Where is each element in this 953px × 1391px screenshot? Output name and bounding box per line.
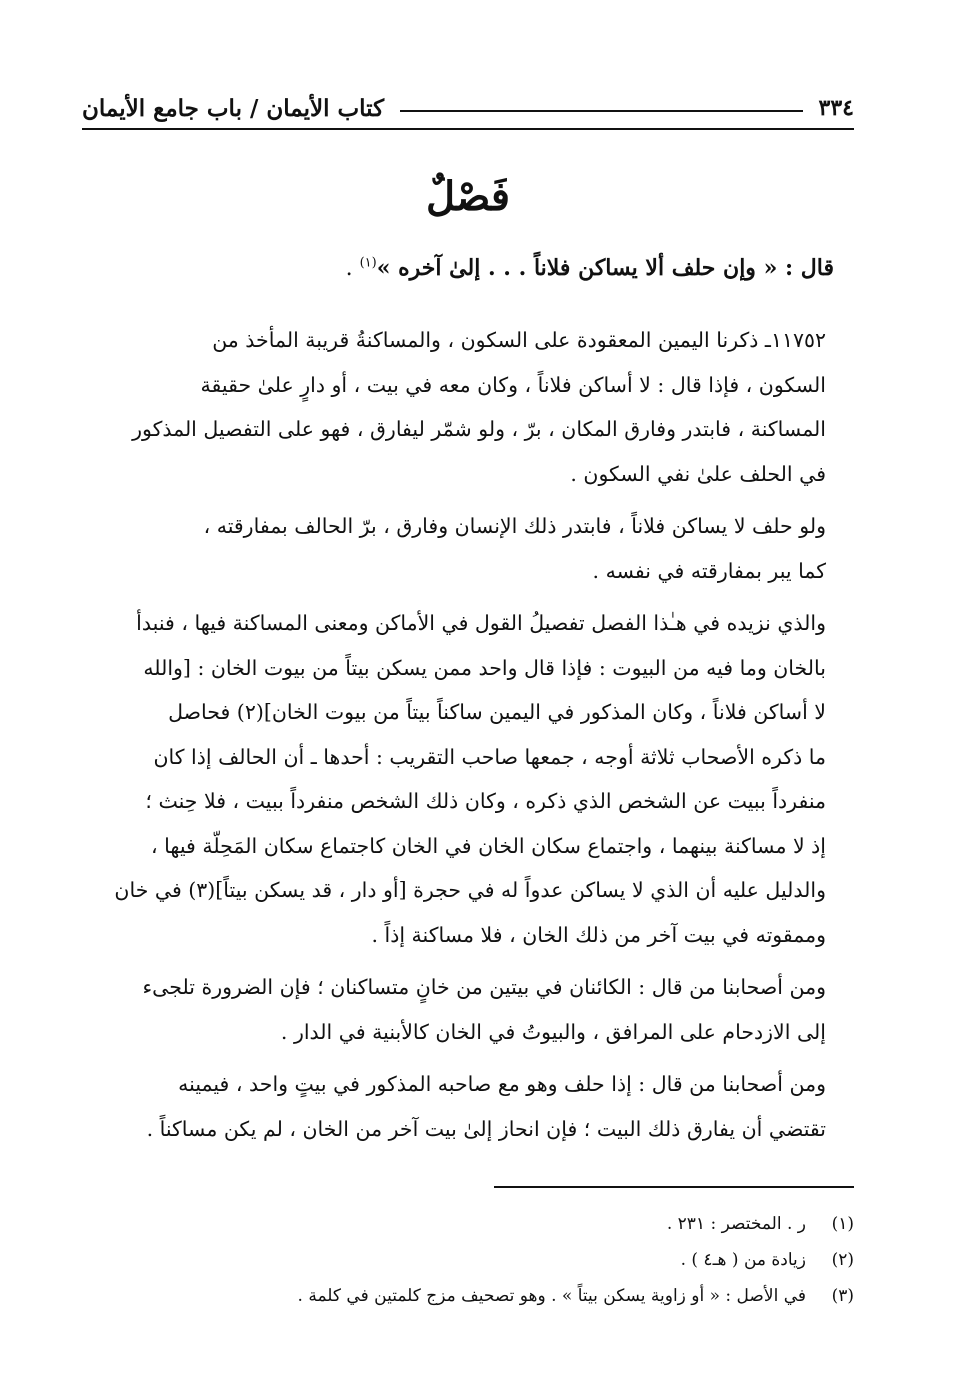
running-head [82,88,854,128]
text-line: إذ لا مساكنة بينهما ، واجتماع سكان الخان في الخان كاجتماع سكان المَحِلّة فيها ، [151,833,826,858]
body-text [82,318,854,1159]
text-line: ولو حلف لا يساكن فلاناً ، فابتدر ذلك الإنسان وفارق ، برّ الحالف بمفارقته ، [203,514,826,538]
paragraph [82,965,854,1054]
paragraph [82,1062,854,1151]
paragraph [82,504,854,593]
footnote [82,1206,854,1242]
paragraph [82,318,854,496]
text-line: تقتضي أن يفارق ذلك البيت ؛ فإن انحاز إلىٰ بيت آخر من الخان ، لم يكن مساكناً . [146,1116,826,1141]
footnote-marker: (١) [359,255,377,271]
text-line: بالخان وما فيه من البيوت : فإذا قال واحد ممن يسكن بيتاً من بيوت الخان : [والله [143,655,826,680]
section-heading-text: فَصْلٌ [425,173,511,220]
page-number: ٣٣٤ [818,95,854,121]
text-line: ومن أصحابنا من قال : إذا حلف وهو مع صاحبه المذكور في بيتٍ واحد ، فيمينه [178,1072,826,1096]
text-line: وممقوته في بيت آخر من ذلك الخان ، فلا مساكنة إذاً . [371,922,826,947]
text-line: السكون ، فإذا قال : لا أساكن فلاناً ، وكان معه في بيت ، أو دارٍ علىٰ حقيقة [200,372,826,397]
text-line: والذي نزيده في هـٰذا الفصل تفصيلُ القول في الأماكن ومعنى المساكنة فيها ، فنبدأ [136,611,826,635]
footnote [82,1242,854,1278]
text-line: المساكنة ، فابتدر وفارق المكان ، برّ ، ولو شمّر ليفارق ، فهو على التفصيل المذكور [132,417,826,441]
text-line: لا أساكن فلاناً ، وكان المذكور في اليمين ساكناً بيتاً من بيوت الخان](٢) فحاصل [168,700,826,724]
header-underline [82,128,854,130]
footnote [82,1278,854,1314]
book-page [82,78,854,1368]
running-title: كتاب الأيمان / باب جامع الأيمان [82,94,385,122]
footnote-number: (٣) [831,1286,854,1306]
footnote-text: في الأصل : « أو زاوية يسكن بيتاً » . وهو تصحيف مزج كلمتين في كلمة . [297,1286,806,1306]
text-line: منفرداً ببيت عن الشخص الذي ذكره ، وكان ذلك الشخص منفرداً ببيت ، فلا حِنث ؛ [145,789,826,813]
text-line: ومن أصحابنا من قال : الكائنان في بيتين من خانٍ متساكنان ؛ فإن الضرورة تلجىء [142,975,826,999]
quote-text: قال : « وإن حلف ألا يساكن فلاناً . . . إلىٰ آخره » [376,255,834,281]
footnote-number: (١) [831,1214,854,1234]
text-line: في الحلف علىٰ نفي السكون . [570,461,826,486]
header-rule [400,110,803,112]
quoted-line [346,250,834,287]
footnote-separator [494,1186,854,1188]
footnotes [82,1206,854,1314]
text-line: ما ذكره الأصحاب ثلاثة أوجه ، جمعها صاحب التقريب : أحدها ـ أن الحالف إذا كان [153,744,826,769]
quote-suffix: . [345,256,360,281]
text-line: ١١٧٥٢ـ ذكرنا اليمين المعقودة على السكون ، والمساكنةُ قريبة المأخذ من [212,328,826,352]
text-line: والدليل عليه أن الذي لا يساكن عدواً له في حجرة [أو دار ، قد يسكن بيتاً](٣) في خان [114,878,826,902]
text-line: كما يبر بمفارقته في نفسه . [592,558,826,583]
footnote-text: ر . المختصر : ٢٣١ . [666,1214,806,1234]
footnote-text: زيادة من ( هـ٤ ) . [680,1250,806,1270]
footnote-number: (٢) [831,1250,854,1270]
paragraph [82,601,854,957]
section-heading [82,173,854,220]
text-line: إلى الازدحام على المرافق ، والبيوتُ في الخان كالأبنية في الدار . [280,1019,826,1044]
